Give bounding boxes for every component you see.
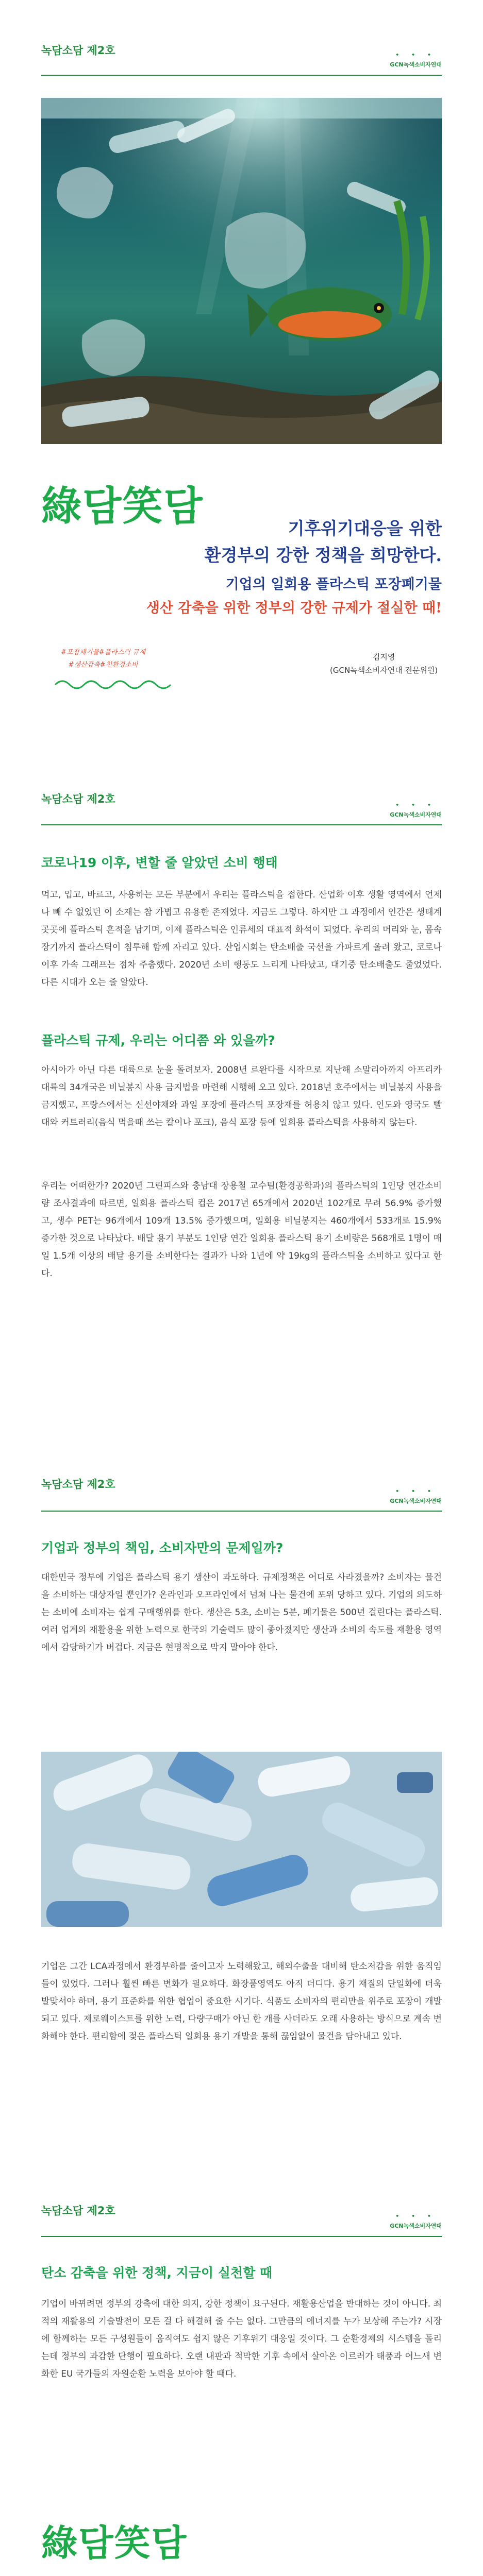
brand-dots: • • • bbox=[395, 1488, 437, 1495]
brand-dots: • • • bbox=[395, 2213, 437, 2219]
section2-paragraph2: 기업은 그간 LCA과정에서 환경부하를 줄이고자 노력해왔고, 해외수출을 대비해 탄소저감을 위한 움직임들이 있었다. 그러나 훨씬 빠른 변화가 필요하다. 화장품영역도 아직 더디다. 용기 재질의 단일화에 더욱 발맞서야 하며, 용기 표준화를 위한 협업이 중요한 시기다. 식품도 소비자의 편리만을 위주로 포장이 개발되고 있다. 제로웨이스트를 위한 노력, 다량구매가 아닌 한 개를 사더라도 오래 사용하는 방식으로 계속 변화해야 한다. 편리함에 젖은 플라스틱 일회용 용기 개발을 통해 끊임없이 물건을 담아내고 있다. bbox=[41, 1961, 442, 2042]
section1-heading1: 코로나19 이후, 변할 줄 알았던 소비 행태 bbox=[41, 855, 278, 870]
divider bbox=[41, 2236, 442, 2237]
section1-paragraph1: 먹고, 입고, 바르고, 사용하는 모든 부분에서 우리는 플라스틱을 접한다. 산업화 이후 생활 영역에서 언제나 빼 수 없었던 이 소재는 참 가볍고 유용한 존재였다. 지금도 그렇다. 하지만 그 과정에서 인간은 생태계 곳곳에 플라스틱 흔적을 남기며, 이제 플라스틱은 인류세의 대표적 화석이 되었다. 우리의 머리와 눈, 몸속 장기까지 플라스틱이 침투해 함께 자리고 있다. 산업시회는 탄소배출 국선을 가파르게 올려 왔고, 코로나 이후 가속 그래프는 점차 주춤했다. 2020년 소비 행동도 느리게 나타났고, 대기중 탄소배출도 줄었었다. 다른 시대가 오는 줄 알았다. bbox=[41, 890, 442, 988]
brand-dots: • • • bbox=[395, 52, 437, 58]
hero-title-line4: 생산 감축을 위한 정부의 강한 규제가 절실한 때! bbox=[146, 600, 442, 616]
logo: 綠담笑담 bbox=[41, 483, 204, 530]
brand-name: GCN녹색소비자연대 bbox=[390, 2223, 442, 2229]
hero-image-plastic-ocean bbox=[41, 98, 442, 444]
section2-heading: 기업과 정부의 책임, 소비자만의 문제일까? bbox=[41, 1540, 284, 1555]
divider bbox=[41, 75, 442, 76]
hero-title-line1: 기후위기대응을 위한 bbox=[288, 518, 442, 538]
issue-label: 녹담소담 제2호 bbox=[41, 44, 115, 57]
section1-paragraph2: 아시아가 아닌 다른 대륙으로 눈을 돌려보자. 2008년 르완다를 시작으로 지난해 소말리아까지 아프리카대륙의 34개국은 비닐봉지 사용 금지법을 마련해 시행해 오고 있다. 2018년 호주에서는 비닐봉지 사용을 금지했고, 프랑스에서는 신선야채와 과일 포장에 플라스틱 포장재를 허용치 않고 있다. 인도와 영국도 빨대와 커트러리(음식 먹을때 쓰는 칼이나 포크), 음식 포장 등에 일회용 플라스틱을 사용하지 않는다. bbox=[41, 1065, 442, 1128]
brand-name: GCN녹색소비자연대 bbox=[390, 61, 442, 68]
issue-label-section2: 녹담소담 제2호 bbox=[41, 1478, 115, 1490]
author-name: 김지영 bbox=[372, 652, 395, 662]
author-org: (GCN녹색소비자연대 전문위원) bbox=[330, 666, 438, 675]
brand-name: GCN녹색소비자연대 bbox=[390, 1498, 442, 1504]
hashtags-line2: #생산감축#친환경소비 bbox=[68, 661, 138, 669]
author-block bbox=[330, 650, 438, 677]
hero-title bbox=[146, 515, 442, 620]
issue-label-section3: 녹담소담 제2호 bbox=[41, 2205, 115, 2217]
section1-paragraph3: 우리는 어떠한가? 2020년 그린피스와 충남대 장용철 교수팀(환경공학과)의 플라스틱의 1인당 연간소비량 조사결과에 따르면, 일회용 플라스틱 컵은 2017년 65개에서 2020년 102개로 무려 56.9% 증가했고, 생수 PET는 96개에서 109개 13.5% 증가했으며, 일회용 비닐봉지는 460개에서 533개로 15.9% 증가한 것으로 나타났다. 배달 용기 부분도 1인당 연간 일회용 플라스틱 용기 소비량은 568개로 1명이 매일 1.5개 이상의 배달 용기를 소비한다는 결과가 나와 1년에 약 19kg의 플라스틱을 소비하고 있다고 한다. bbox=[41, 1181, 442, 1279]
hashtags-line1: #포장폐기물#플라스틱 규제 bbox=[61, 649, 146, 656]
brand-mark bbox=[390, 52, 442, 69]
section3-heading: 탄소 감축을 위한 정책, 지금이 실천할 때 bbox=[41, 2265, 273, 2280]
hero-title-line3: 기업의 일회용 플라스틱 포장폐기물 bbox=[225, 577, 442, 592]
issue-label-section1: 녹담소담 제2호 bbox=[41, 793, 115, 805]
hashtags bbox=[61, 647, 145, 671]
divider bbox=[41, 1511, 442, 1512]
plastic-pile-image bbox=[41, 1752, 442, 1927]
brand-dots: • • • bbox=[395, 802, 437, 808]
divider bbox=[41, 824, 442, 825]
section3-paragraph1: 기업이 바뀌려면 정부의 강축에 대한 의지, 강한 정책이 요구된다. 재활용산업을 반대하는 것이 아니다. 최적의 재활용의 기술발전이 모든 걸 다 해결해 줄 수는 없다. 그만큼의 에너지를 누가 보상해 주는가? 시장에 함께하는 모든 구성원들이 움직여도 쉽지 않은 기후위기 대응일 것이다. 그 순환경제의 시스템을 돌리는데 정부의 과감한 단행이 필요하다. 오랜 내판과 적막한 기후 속에서 살아온 이르러가 태풍과 어느새 변화한 EU 국가들의 자원순환 노력을 보아야 할 때다. bbox=[41, 2299, 442, 2379]
footer-logo: 綠담笑담 bbox=[41, 2521, 188, 2564]
hero-title-line2: 환경부의 강한 정책을 희망한다. bbox=[204, 545, 442, 565]
section1-heading2: 플라스틱 규제, 우리는 어디쯤 와 있을까? bbox=[41, 1033, 275, 1048]
section2-paragraph1: 대한민국 정부에 기업은 플라스틱 용기 생산이 과도하다. 규제정책은 어디로 사라졌을까? 소비자는 물건을 소비하는 대상자일 뿐인가? 온라인과 오프라인에서 넘쳐 나는 물건에 포위 당하고 있다. 기업의 의도하는 소비에 소비자는 쉽게 구매행위를 한다. 생산은 5초, 소비는 5분, 폐기물은 500년 걸린다는 플라스틱. 여러 업계의 재활용을 위한 노력으로 한국의 기술력도 많이 좋아졌지만 생산과 소비의 속도를 재활용 영역에서 감당하기가 버겁다. 지금은 현명적으로 막지 말아야 한다. bbox=[41, 1572, 442, 1653]
brand-mark-section2 bbox=[390, 1488, 442, 1505]
brand-mark-section1 bbox=[390, 802, 442, 819]
wave-decoration bbox=[54, 679, 173, 690]
brand-name: GCN녹색소비자연대 bbox=[390, 811, 442, 818]
brand-mark-section3 bbox=[390, 2213, 442, 2230]
